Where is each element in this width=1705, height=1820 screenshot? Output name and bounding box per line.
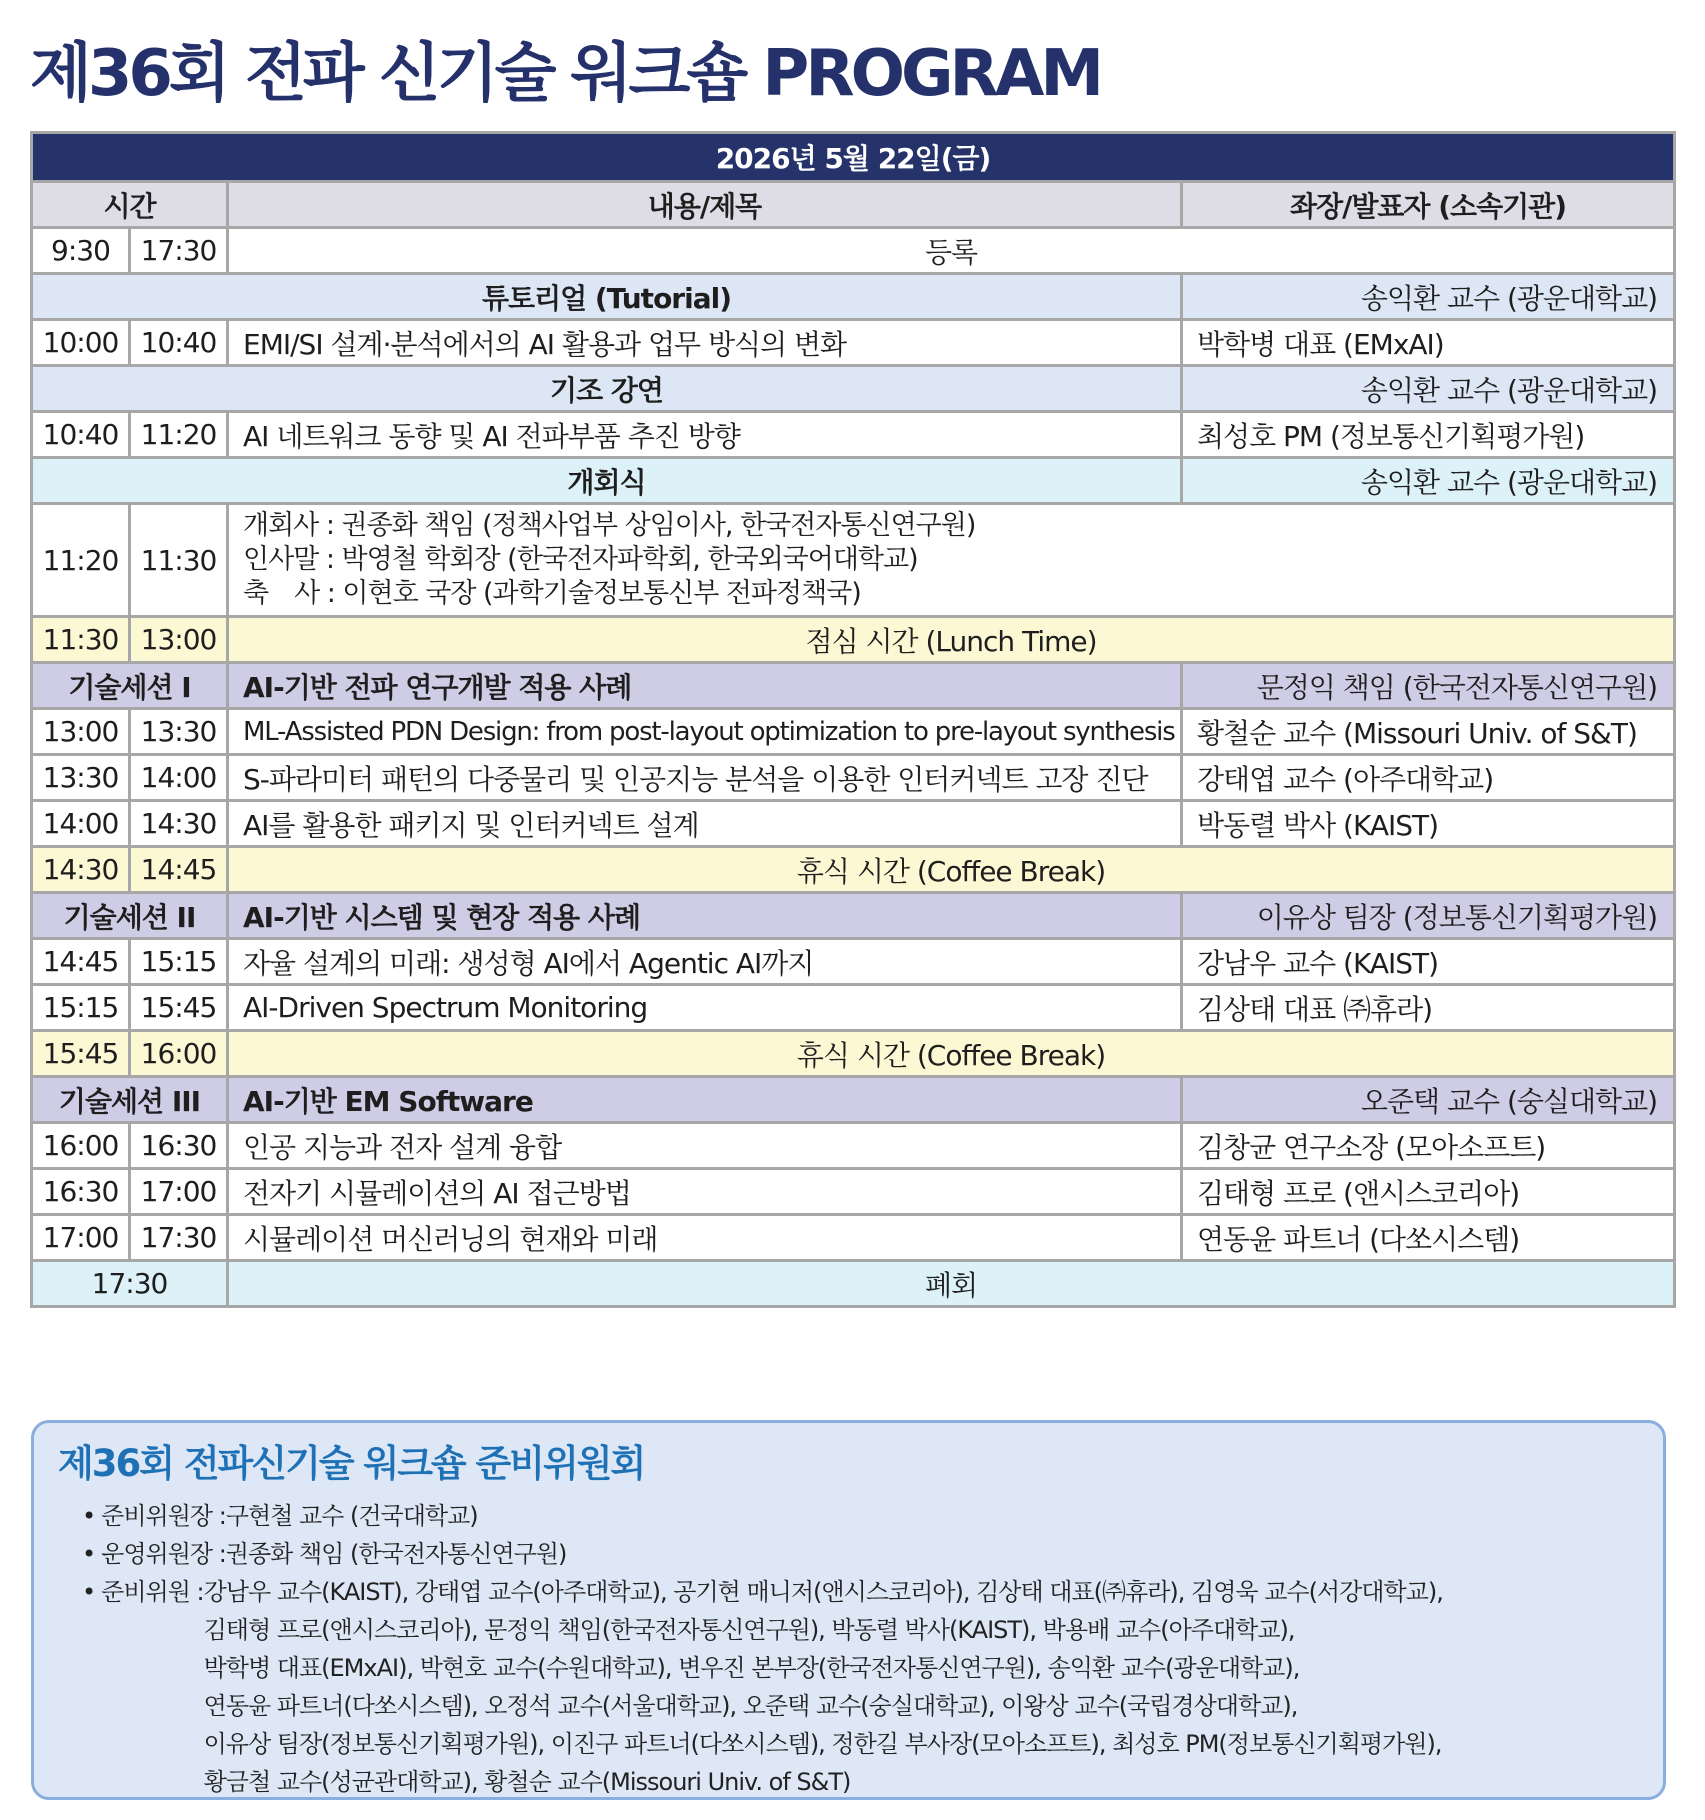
session-label: 기술세션 III (32, 1077, 228, 1123)
opening-header-row (32, 458, 1675, 504)
start-time: 11:20 (32, 504, 130, 617)
start-time: 10:00 (32, 320, 130, 366)
talk-title: AI를 활용한 패키지 및 인터커넥트 설계 (228, 801, 1182, 847)
keynote-header-row (32, 366, 1675, 412)
start-time: 15:45 (32, 1031, 130, 1077)
start-time: 14:45 (32, 939, 130, 985)
session-label: 기술세션 II (32, 893, 228, 939)
talk-row (32, 1215, 1675, 1261)
talk-speaker: 연동윤 파트너 (다쏘시스템) (1182, 1215, 1675, 1261)
coffee-break-row (32, 847, 1675, 893)
end-time: 14:45 (130, 847, 228, 893)
talk-row (32, 1169, 1675, 1215)
talk-speaker: 김상태 대표 ㈜휴라) (1182, 985, 1675, 1031)
section-chair: 송익환 교수 (광운대학교) (1182, 274, 1675, 320)
closing-time: 17:30 (32, 1261, 228, 1307)
end-time: 13:00 (130, 617, 228, 663)
talk-row (32, 320, 1675, 366)
opening-details (228, 504, 1675, 617)
talk-speaker: 김창균 연구소장 (모아소프트) (1182, 1123, 1675, 1169)
session-label: 기술세션 I (32, 663, 228, 709)
talk-row (32, 801, 1675, 847)
end-time: 17:00 (130, 1169, 228, 1215)
opening-ceremony-row (32, 504, 1675, 617)
program-table (30, 131, 1676, 1308)
committee-role-label: 준비위원장 : (101, 1502, 226, 1530)
session-chair: 오준택 교수 (숭실대학교) (1182, 1077, 1675, 1123)
bullet-icon: • (82, 1578, 96, 1606)
committee-member-line: 박학병 대표(EMxAI), 박현호 교수(수원대학교), 변우진 본부장(한국전자통신연구원), 송익환 교수(광운대학교), (203, 1654, 1300, 1682)
end-time: 11:20 (130, 412, 228, 458)
committee-member-line: 권종화 책임 (한국전자통신연구원) (225, 1540, 567, 1568)
end-time: 17:30 (130, 1215, 228, 1261)
talk-title: AI-Driven Spectrum Monitoring (228, 985, 1182, 1031)
start-time: 13:00 (32, 709, 130, 755)
committee-title: 제36회 전파신기술 워크숍 준비위원회 (58, 1442, 645, 1485)
talk-row (32, 412, 1675, 458)
session-title: AI-기반 시스템 및 현장 적용 사례 (228, 893, 1182, 939)
bullet-icon: • (82, 1502, 96, 1530)
session-chair: 이유상 팀장 (정보통신기획평가원) (1182, 893, 1675, 939)
end-time: 15:45 (130, 985, 228, 1031)
start-time: 14:30 (32, 847, 130, 893)
page-title: 제36회 전파 신기술 워크숍 PROGRAM (30, 37, 1101, 111)
closing-row (32, 1261, 1675, 1307)
tutorial-header-row (32, 274, 1675, 320)
committee-ops-chair-row (58, 1535, 1639, 1573)
talk-title: 인공 지능과 전자 설계 융합 (228, 1123, 1182, 1169)
talk-speaker: 박동렬 박사 (KAIST) (1182, 801, 1675, 847)
end-time: 11:30 (130, 504, 228, 617)
talk-row (32, 939, 1675, 985)
end-time: 15:15 (130, 939, 228, 985)
session-title: AI-기반 EM Software (228, 1077, 1182, 1123)
start-time: 15:15 (32, 985, 130, 1031)
committee-member-line: 연동윤 파트너(다쏘시스템), 오정석 교수(서울대학교), 오준택 교수(숭실대학교), 이왕상 교수(국립경상대학교), (203, 1692, 1298, 1720)
start-time: 16:30 (32, 1169, 130, 1215)
bullet-icon: • (82, 1540, 96, 1568)
talk-title: 시뮬레이션 머신러닝의 현재와 미래 (228, 1215, 1182, 1261)
header-time: 시간 (32, 182, 228, 228)
committee-box (31, 1420, 1666, 1800)
committee-member-line: 강남우 교수(KAIST), 강태엽 교수(아주대학교), 공기현 매니저(앤시스코리아), 김상태 대표(㈜휴라), 김영욱 교수(서강대학교), (203, 1578, 1443, 1606)
closing-label: 폐회 (228, 1261, 1675, 1307)
event-date: 2026년 5월 22일(금) (32, 133, 1675, 182)
start-time: 16:00 (32, 1123, 130, 1169)
header-speaker: 좌장/발표자 (소속기관) (1182, 182, 1675, 228)
opening-line: 개회사 : 권종화 책임 (정책사업부 상임이사, 한국전자통신연구원) (243, 510, 976, 541)
talk-row (32, 709, 1675, 755)
start-time: 13:30 (32, 755, 130, 801)
break-label: 휴식 시간 (Coffee Break) (228, 847, 1675, 893)
committee-chair-row (58, 1497, 1639, 1535)
end-time: 16:00 (130, 1031, 228, 1077)
section-chair: 송익환 교수 (광운대학교) (1182, 366, 1675, 412)
section-title: 개회식 (32, 458, 1182, 504)
end-time: 10:40 (130, 320, 228, 366)
talk-row (32, 755, 1675, 801)
break-label: 휴식 시간 (Coffee Break) (228, 1031, 1675, 1077)
committee-member-line: 김태형 프로(앤시스코리아), 문정익 책임(한국전자통신연구원), 박동렬 박사(KAIST), 박용배 교수(아주대학교), (203, 1616, 1295, 1644)
talk-speaker: 최성호 PM (정보통신기획평가원) (1182, 412, 1675, 458)
committee-member-line: 황금철 교수(성균관대학교), 황철순 교수(Missouri Univ. of S&T) (203, 1768, 851, 1796)
talk-title: EMI/SI 설계·분석에서의 AI 활용과 업무 방식의 변화 (228, 320, 1182, 366)
talk-speaker: 강태엽 교수 (아주대학교) (1182, 755, 1675, 801)
registration-label: 등록 (228, 228, 1675, 274)
start-time: 9:30 (32, 228, 130, 274)
session3-header-row (32, 1077, 1675, 1123)
committee-role-label: 운영위원장 : (101, 1540, 226, 1568)
talk-speaker: 김태형 프로 (앤시스코리아) (1182, 1169, 1675, 1215)
session-chair: 문정익 책임 (한국전자통신연구원) (1182, 663, 1675, 709)
start-time: 10:40 (32, 412, 130, 458)
talk-speaker: 황철순 교수 (Missouri Univ. of S&T) (1182, 709, 1675, 755)
end-time: 13:30 (130, 709, 228, 755)
talk-title: ML-Assisted PDN Design: from post-layout optimization to pre-layout synthesis (228, 709, 1182, 755)
talk-title: 자율 설계의 미래: 생성형 AI에서 Agentic AI까지 (228, 939, 1182, 985)
session-title: AI-기반 전파 연구개발 적용 사례 (228, 663, 1182, 709)
coffee-break-row (32, 1031, 1675, 1077)
end-time: 14:30 (130, 801, 228, 847)
end-time: 16:30 (130, 1123, 228, 1169)
start-time: 17:00 (32, 1215, 130, 1261)
talk-row (32, 1123, 1675, 1169)
talk-title: 전자기 시뮬레이션의 AI 접근방법 (228, 1169, 1182, 1215)
break-label: 점심 시간 (Lunch Time) (228, 617, 1675, 663)
talk-speaker: 강남우 교수 (KAIST) (1182, 939, 1675, 985)
end-time: 17:30 (130, 228, 228, 274)
committee-members-row (58, 1573, 1639, 1801)
start-time: 14:00 (32, 801, 130, 847)
registration-row (32, 228, 1675, 274)
session2-header-row (32, 893, 1675, 939)
committee-member-line: 이유상 팀장(정보통신기획평가원), 이진구 파트너(다쏘시스템), 정한길 부사장(모아소프트), 최성호 PM(정보통신기획평가원), (203, 1730, 1442, 1758)
header-content: 내용/제목 (228, 182, 1182, 228)
lunch-row (32, 617, 1675, 663)
header-row (32, 182, 1675, 228)
section-title: 기조 강연 (32, 366, 1182, 412)
opening-line: 인사말 : 박영철 학회장 (한국전자파학회, 한국외국어대학교) (243, 544, 918, 575)
date-row (32, 133, 1675, 182)
committee-member-line: 구현철 교수 (건국대학교) (225, 1502, 478, 1530)
start-time: 11:30 (32, 617, 130, 663)
talk-title: S-파라미터 패턴의 다중물리 및 인공지능 분석을 이용한 인터커넥트 고장 진단 (228, 755, 1182, 801)
talk-title: AI 네트워크 동향 및 AI 전파부품 추진 방향 (228, 412, 1182, 458)
committee-role-label: 준비위원 : (101, 1578, 204, 1606)
section-title: 튜토리얼 (Tutorial) (32, 274, 1182, 320)
session1-header-row (32, 663, 1675, 709)
opening-line: 축 사 : 이현호 국장 (과학기술정보통신부 전파정책국) (243, 578, 861, 609)
end-time: 14:00 (130, 755, 228, 801)
section-chair: 송익환 교수 (광운대학교) (1182, 458, 1675, 504)
talk-speaker: 박학병 대표 (EMxAI) (1182, 320, 1675, 366)
talk-row (32, 985, 1675, 1031)
